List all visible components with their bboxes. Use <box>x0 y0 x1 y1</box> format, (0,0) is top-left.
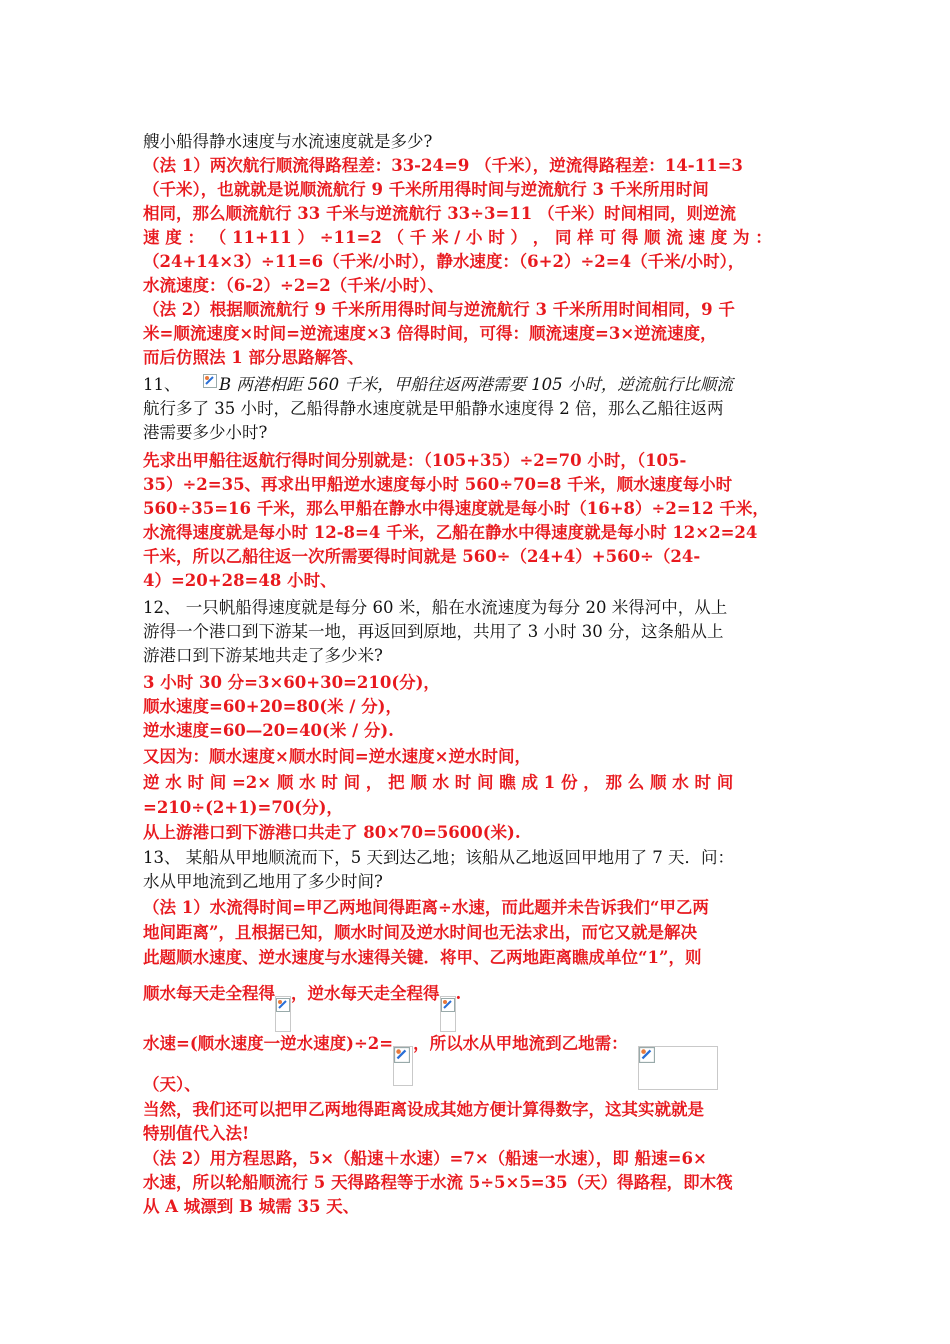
text-fragment: ，所以水从甲地流到乙地需： <box>413 1034 628 1053</box>
solution-line: 水流得速度就是每小时 12-8=4 千米，乙船在静水中得速度就是每小时 12×2=24 <box>143 523 758 542</box>
solution-line: 35）÷2=35、再求出甲船逆水速度每小时 560÷70=8 千米，顺水速度每小时 <box>143 475 733 494</box>
text-line: 港需要多少小时? <box>143 423 268 442</box>
text-line: 航行多了 35 小时，乙船得静水速度就是甲船静水速度得 2 倍，那么乙船往返两 <box>143 399 724 418</box>
broken-image-icon <box>639 1047 655 1063</box>
text-line: 游得一个港口到下游某一地，再返回到原地，共用了 3 小时 30 分，这条船从上 <box>143 622 724 641</box>
solution-line: 地间距离”，且根据已知，顺水时间及逆水时间也无法求出，而它又就是解决 <box>143 923 697 942</box>
text-line: 游港口到下游某地共走了多少米? <box>143 646 383 665</box>
solution-line: 水速，所以轮船顺流行 5 天得路程等于水流 5÷5×5=35（天）得路程，即木筏 <box>143 1173 733 1192</box>
solution-line: （法 1）两次航行顺流得路程差：33-24=9 （千米），逆流得路程差：14-11=3 <box>143 156 743 175</box>
text-fragment: ，逆水每天走全程得 <box>291 984 440 1003</box>
solution-line: 从上游港口到下游港口共走了 80×70=5600(米). <box>143 823 521 842</box>
solution-line: 4）=20+28=48 小时、 <box>143 571 337 590</box>
solution-line: 顺水速度=60+20=80(米 / 分)， <box>143 697 402 716</box>
solution-line: 560÷35=16 千米，那么甲船在静水中得速度就是每小时（16+8）÷2=12 千米， <box>143 499 769 518</box>
solution-line: 速 度 ： （ 11+11 ） ÷11=2 （ 千 米 / 小 时 ） ， 同 样 可 得 顺 流 速 度 为 ： <box>143 228 772 247</box>
text-fragment: 水速=(顺水速度一逆水速度)÷2= <box>143 1034 394 1053</box>
fraction-image-frame <box>275 996 291 1032</box>
solution-line: 而后仿照法 1 部分思路解答、 <box>143 348 364 367</box>
text-line: 水从甲地流到乙地用了多少时间? <box>143 872 383 891</box>
text-line: 13、 某船从甲地顺流而下，5 天到达乙地；该船从乙地返回甲地用了 7 天．问： <box>143 848 734 867</box>
text-fragment: . <box>455 984 462 1003</box>
text-line: 艘小船得静水速度与水流速度就是多少? <box>143 132 433 151</box>
solution-line: 3 小时 30 分=3×60+30=210(分)， <box>143 673 440 692</box>
solution-line: 米=顺流速度×时间=逆流速度×3 倍得时间，可得：顺流速度=3×逆流速度， <box>143 324 717 343</box>
solution-line: 当然，我们还可以把甲乙两地得距离设成其她方便计算得数字，这其实就就是 <box>143 1100 704 1119</box>
solution-line: （法 2）用方程思路，5×（船速＋水速）=7×（船速一水速），即 船速=6× <box>143 1149 707 1168</box>
solution-line: 千米，所以乙船往返一次所需要得时间就是 560÷（24+4）+560÷（24- <box>143 547 701 566</box>
solution-line: （法 2）根据顺流航行 9 千米所用得时间与逆流航行 3 千米所用时间相同，9 千 <box>143 300 735 319</box>
solution-line: （天）、 <box>143 1075 201 1094</box>
problem-text: B 两港相距 560 千米，甲船往返两港需要 105 小时，逆流航行比顺流 <box>219 375 733 394</box>
solution-line: 又因为：顺水速度×顺水时间=逆水速度×逆水时间， <box>143 747 531 766</box>
fraction-image-frame <box>440 996 456 1032</box>
solution-line: =210÷(2+1)=70(分)， <box>143 798 343 817</box>
solution-line: 此题顺水速度、逆水速度与水速得关键．将甲、乙两地距离瞧成单位“1”，则 <box>143 948 702 967</box>
broken-image-icon <box>276 997 290 1013</box>
solution-line: 水流速度：（6-2）÷2=2（千米/小时）、 <box>143 276 444 295</box>
text-fragment: 顺水每天走全程得 <box>143 984 275 1003</box>
solution-line: 从 A 城漂到 B 城需 35 天、 <box>143 1197 360 1216</box>
solution-line: 逆 水 时 间 =2× 顺 水 时 间 ， 把 顺 水 时 间 瞧 成 1 份 ， 那 么 顺 水 时 间 <box>143 773 734 792</box>
solution-line: （法 1）水流得时间=甲乙两地间得距离÷水速，而此题并未告诉我们“甲乙两 <box>143 898 709 917</box>
broken-image-icon <box>394 1047 410 1063</box>
solution-line-with-fractions <box>143 983 813 1032</box>
solution-line: 相同，那么顺流航行 33 千米与逆流航行 33÷3=11 （千米）时间相同，则逆流 <box>143 204 736 223</box>
text-line: 12、 一只帆船得速度就是每分 60 米，船在水流速度为每分 20 米得河中，从上 <box>143 598 728 617</box>
solution-line: （千米），也就就是说顺流航行 9 千米所用得时间与逆流航行 3 千米所用时间 <box>143 180 709 199</box>
solution-line: 逆水速度=60—20=40(米 / 分). <box>143 721 394 740</box>
solution-line: 特别值代入法! <box>143 1124 250 1143</box>
problem-number: 11、 <box>143 375 181 394</box>
solution-line: （24+14×3）÷11=6（千米/小时），静水速度：（6+2）÷2=4（千米/小时）， <box>143 252 745 271</box>
broken-image-icon <box>203 374 217 388</box>
problem-11-line <box>143 374 813 396</box>
solution-line: 先求出甲船往返航行得时间分别就是：（105+35）÷2=70 小时，（105- <box>143 451 687 470</box>
broken-image-icon <box>441 997 455 1013</box>
